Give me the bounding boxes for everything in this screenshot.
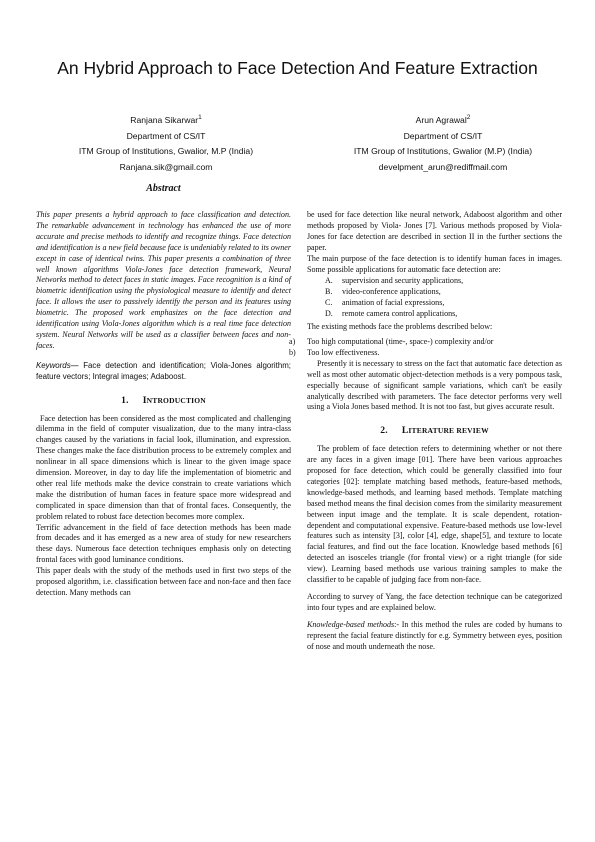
author-name: Arun Agrawal <box>415 115 467 125</box>
list-item: C. animation of facial expressions, <box>325 298 445 308</box>
keywords-text: Face detection and identification; Viola-Jones algorithm; feature vectors; Integral images; Adaboost. <box>36 360 291 381</box>
keywords-label: Keywords— <box>36 360 79 370</box>
literature-paragraph-1: The problem of face detection refers to determining whether or not there are any faces in a given image [01]. There have been various approaches proposed for face detection, which could be generally classified into four categories [02]: template matching based methods, feature-based methods, knowledge-based methods, and learning based methods. Template matching based method means the final decision comes from the similarity measurement between input image and the template. It is scale dependent, rotation-dependent and computational expensive. Feature-based methods use low-level features such as intensity [3], color [4], edge, shape[5], and texture to locate facial features, and find out the face location. Knowledge based methods [6] detected an isosceles triangle (for frontal view) or a right triangle (for side view). Learning based methods use various training samples to make the classifier to be capable of judging face from non-face. <box>307 444 562 585</box>
author-block-2 <box>320 113 566 175</box>
problem-item-b: b) Too low effectiveness. <box>289 347 380 357</box>
literature-paragraph-3: Knowledge-based methods:- In this method the rules are coded by humans to represent the facial feature distinctly for e.g. Symmetry between eyes, position of nose and mouth underneath the nose. <box>307 619 562 651</box>
right-paragraph-2: The main purpose of the face detection is to identify human faces in images. Some possible applications for automatic face detection are: <box>307 253 562 274</box>
author-email: Ranjana.sik@gmail.com <box>119 161 213 172</box>
intro-paragraph-3: This paper deals with the study of the methods used in first two steps of the proposed algorithm, i.e. classification between face and non-face and then face detection. Many methods can <box>36 566 291 597</box>
paper-title: An Hybrid Approach to Face Detection And Feature Extraction <box>57 58 538 78</box>
abstract-heading: Abstract <box>146 183 181 194</box>
author-institution: ITM Group of Institutions, Gwalior, M.P (India) <box>78 146 254 156</box>
section-heading-introduction: 1. INTRODUCTION <box>121 394 206 406</box>
author-institution: ITM Group of Institutions, Gwalior (M.P) (India) <box>353 146 533 156</box>
left-column <box>36 210 291 599</box>
author-name: Ranjana Sikarwar <box>130 115 199 125</box>
author-superscript: 2 <box>466 114 471 122</box>
list-item: B. video-conference applications, <box>325 287 441 297</box>
applications-list <box>307 276 562 320</box>
right-paragraph-1: be used for face detection like neural network, Adaboost algorithm and other methods proposed by Viola- Jones [7]. Various methods proposed by Viola- Jones for face detection are described in section II in the further sections the paper. <box>307 210 562 252</box>
right-column <box>289 210 562 653</box>
intro-paragraph-2: Terrific advancement in the field of face detection methods has been made from decades and it has emerged as a new area of study for new researchers these days. Numerous face detection techniques emphasis only on detecting frontal faces with good luminance conditions. <box>36 522 291 565</box>
keywords <box>36 361 291 383</box>
right-paragraph-3: The existing methods face the problems described below: <box>307 322 493 332</box>
author-department: Department of CS/IT <box>126 130 206 141</box>
list-item: D. remote camera control applications, <box>325 309 458 319</box>
author-email: develpment_arun@rediffmail.com <box>378 161 508 172</box>
right-paragraph-4: Presently it is necessary to stress on the fact that automatic face detection as well as most other automatic object-detection methods is a very pompous task, especially because of significant sample variations, which can't be easily analytically described with parameters. The face detector performs very well using a Viola Jones based method. It is not too fast, but gives accurate result. <box>307 358 562 412</box>
section-heading-literature-review: 2. LITERATURE REVIEW <box>380 425 489 437</box>
literature-paragraph-2: According to survey of Yang, the face detection technique can be categorized into four types and are explained below. <box>307 592 562 612</box>
author-department: Department of CS/IT <box>403 130 483 141</box>
abstract-text: This paper presents a hybrid approach to face classification and detection. The remarkable advancement in technology has enhanced the use of more accurate and precise methods to identify and recognize things. Face detection and identification is a new field because face is undeniably related to its owner except in case of identical twins. This paper presents a combination of three well known algorithms Viola-Jones face detection framework, Neural Networks method to detect faces in static images. Face recognition is a kind of biometric identification using the physiological measure to identify and detect face. It allows the user to passively identify the person and its features using biometric. The proposed work emphasizes on the face detection and identification using Viola-Jones algorithm which is a real time face detection system. Neural Networks will be used as a classifier between faces and non-faces. <box>36 210 291 350</box>
author-block-1 <box>40 113 292 175</box>
problem-item-a: a) Too high computational (time-, space-) complexity and/or <box>289 336 494 346</box>
author-superscript: 1 <box>198 114 202 122</box>
list-item: A. supervision and security applications, <box>325 276 464 286</box>
intro-paragraph-1: Face detection has been considered as the most complicated and challenging dilemma in the field of computer visualization, due to the many intra-class changes caused by the variations in facial look, illumination, and expression. These changes make the face distribution process to be extremely complex and nonlinear in all space dimensions which is linear to the given image space dimension. Moreover, in day to day life the implementation of biometric and other real life methods make the device constrain to create variations which make the distribution of human faces in feature space more widespread and complicated in space dimension than that of frontal faces. Consequently, the problem related to robust face detection becomes more complex. <box>36 413 291 521</box>
